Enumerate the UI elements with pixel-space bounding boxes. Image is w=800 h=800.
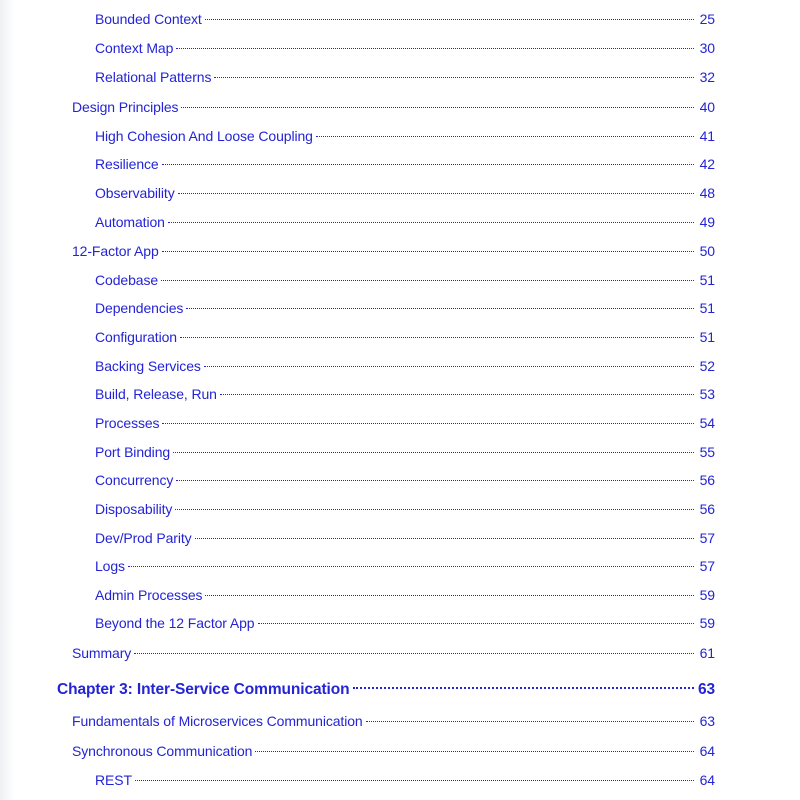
toc-entry-page: 40 — [699, 99, 715, 115]
dot-leader — [176, 480, 694, 481]
toc-entry-label: Fundamentals of Microservices Communication — [72, 713, 363, 729]
toc-entry-label: 12-Factor App — [72, 243, 159, 259]
toc-entry-label: Logs — [95, 558, 125, 574]
toc-entry-page: 30 — [699, 40, 715, 56]
toc-entry-label: Dependencies — [95, 300, 184, 316]
toc-entry-label: Synchronous Communication — [72, 743, 253, 759]
toc-entry-label: Processes — [95, 415, 160, 431]
toc-entry-page: 49 — [699, 214, 715, 230]
toc-entry-dev-prod-parity[interactable] — [95, 529, 715, 547]
toc-entry-observability[interactable] — [95, 184, 715, 202]
toc-entry-relational-patterns[interactable] — [95, 68, 715, 86]
toc-entry-bounded-context[interactable] — [95, 10, 715, 28]
dot-leader — [220, 394, 694, 395]
page-edge — [0, 0, 14, 800]
dot-leader — [162, 423, 694, 424]
toc-entry-high-cohesion[interactable] — [95, 127, 715, 145]
dot-leader — [205, 19, 694, 20]
toc-entry-synchronous-communication[interactable] — [72, 742, 715, 760]
toc-entry-design-principles[interactable] — [72, 98, 715, 116]
toc-entry-page: 56 — [699, 472, 715, 488]
toc-entry-label: Backing Services — [95, 358, 201, 374]
toc-entry-label: Bounded Context — [95, 11, 202, 27]
toc-entry-page: 41 — [699, 128, 715, 144]
toc-entry-logs[interactable] — [95, 557, 715, 575]
toc-entry-concurrency[interactable] — [95, 471, 715, 489]
toc-entry-label: Concurrency — [95, 472, 174, 488]
dot-leader — [161, 280, 694, 281]
dot-leader — [175, 509, 694, 510]
dot-leader — [135, 780, 694, 781]
dot-leader — [255, 751, 694, 752]
toc-entry-label: Beyond the 12 Factor App — [95, 615, 255, 631]
toc-entry-fundamentals[interactable] — [72, 712, 715, 730]
toc-entry-disposability[interactable] — [95, 500, 715, 518]
dot-leader — [181, 107, 694, 108]
toc-entry-label: Codebase — [95, 272, 159, 288]
toc-entry-page: 57 — [699, 530, 715, 546]
toc-entry-label: Port Binding — [95, 444, 171, 460]
dot-leader — [180, 337, 694, 338]
toc-entry-page: 48 — [699, 185, 715, 201]
toc-entry-page: 52 — [699, 358, 715, 374]
dot-leader — [128, 566, 694, 567]
toc-entry-page: 51 — [699, 329, 715, 345]
toc-entry-page: 59 — [699, 587, 715, 603]
toc-entry-label: Automation — [95, 214, 165, 230]
toc-entry-build-release-run[interactable] — [95, 385, 715, 403]
toc-entry-label: High Cohesion And Loose Coupling — [95, 128, 313, 144]
toc-entry-page: 63 — [699, 713, 715, 729]
toc-entry-automation[interactable] — [95, 213, 715, 231]
toc-entry-page: 50 — [699, 243, 715, 259]
toc-entry-dependencies[interactable] — [95, 299, 715, 317]
dot-leader — [176, 48, 694, 49]
toc-entry-page: 64 — [699, 772, 715, 788]
toc-entry-page: 57 — [699, 558, 715, 574]
toc-chapter-3[interactable] — [57, 680, 715, 700]
dot-leader — [195, 538, 694, 539]
toc-entry-label: Summary — [72, 645, 132, 661]
toc-entry-page: 64 — [699, 743, 715, 759]
toc-entry-page: 53 — [699, 386, 715, 402]
toc-entry-label: REST — [95, 772, 132, 788]
toc-entry-page: 55 — [699, 444, 715, 460]
dot-leader — [162, 164, 694, 165]
toc-entry-page: 54 — [699, 415, 715, 431]
dot-leader — [205, 595, 694, 596]
dot-leader — [168, 222, 694, 223]
toc-entry-label: Relational Patterns — [95, 69, 212, 85]
toc-entry-page: 61 — [699, 645, 715, 661]
toc-entry-beyond-12-factor[interactable] — [95, 614, 715, 632]
toc-entry-label: Admin Processes — [95, 587, 203, 603]
dot-leader — [204, 366, 694, 367]
toc-entry-page: 32 — [699, 69, 715, 85]
toc-entry-label: Disposability — [95, 501, 173, 517]
toc-entry-context-map[interactable] — [95, 39, 715, 57]
toc-entry-label: Configuration — [95, 329, 177, 345]
dot-leader — [178, 193, 694, 194]
toc-entry-port-binding[interactable] — [95, 443, 715, 461]
toc-entry-configuration[interactable] — [95, 328, 715, 346]
dot-leader — [258, 623, 695, 624]
dot-leader — [316, 136, 694, 137]
dot-leader — [186, 308, 694, 309]
toc-entry-rest[interactable] — [95, 771, 715, 789]
toc-chapter-label: Chapter 3: Inter-Service Communication — [57, 681, 350, 698]
dot-leader — [134, 653, 694, 654]
toc-entry-12-factor-app[interactable] — [72, 242, 715, 260]
toc-entry-processes[interactable] — [95, 414, 715, 432]
dot-leader — [353, 687, 695, 689]
toc-entry-page: 51 — [699, 272, 715, 288]
toc-entry-label: Dev/Prod Parity — [95, 530, 192, 546]
toc-entry-backing-services[interactable] — [95, 357, 715, 375]
toc-entry-codebase[interactable] — [95, 271, 715, 289]
toc-entry-label: Build, Release, Run — [95, 386, 217, 402]
toc-entry-page: 51 — [699, 300, 715, 316]
toc-entry-label: Resilience — [95, 156, 159, 172]
dot-leader — [366, 721, 694, 722]
dot-leader — [162, 251, 694, 252]
toc-entry-page: 25 — [699, 11, 715, 27]
toc-entry-summary[interactable] — [72, 644, 715, 662]
dot-leader — [214, 77, 694, 78]
toc-entry-page: 42 — [699, 156, 715, 172]
dot-leader — [173, 452, 694, 453]
toc-entry-label: Context Map — [95, 40, 174, 56]
toc-entry-resilience[interactable] — [95, 155, 715, 173]
toc-entry-label: Design Principles — [72, 99, 179, 115]
toc-entry-page: 56 — [699, 501, 715, 517]
toc-entry-admin-processes[interactable] — [95, 586, 715, 604]
toc-entry-page: 59 — [699, 615, 715, 631]
toc-chapter-page: 63 — [697, 681, 715, 698]
toc-entry-label: Observability — [95, 185, 175, 201]
